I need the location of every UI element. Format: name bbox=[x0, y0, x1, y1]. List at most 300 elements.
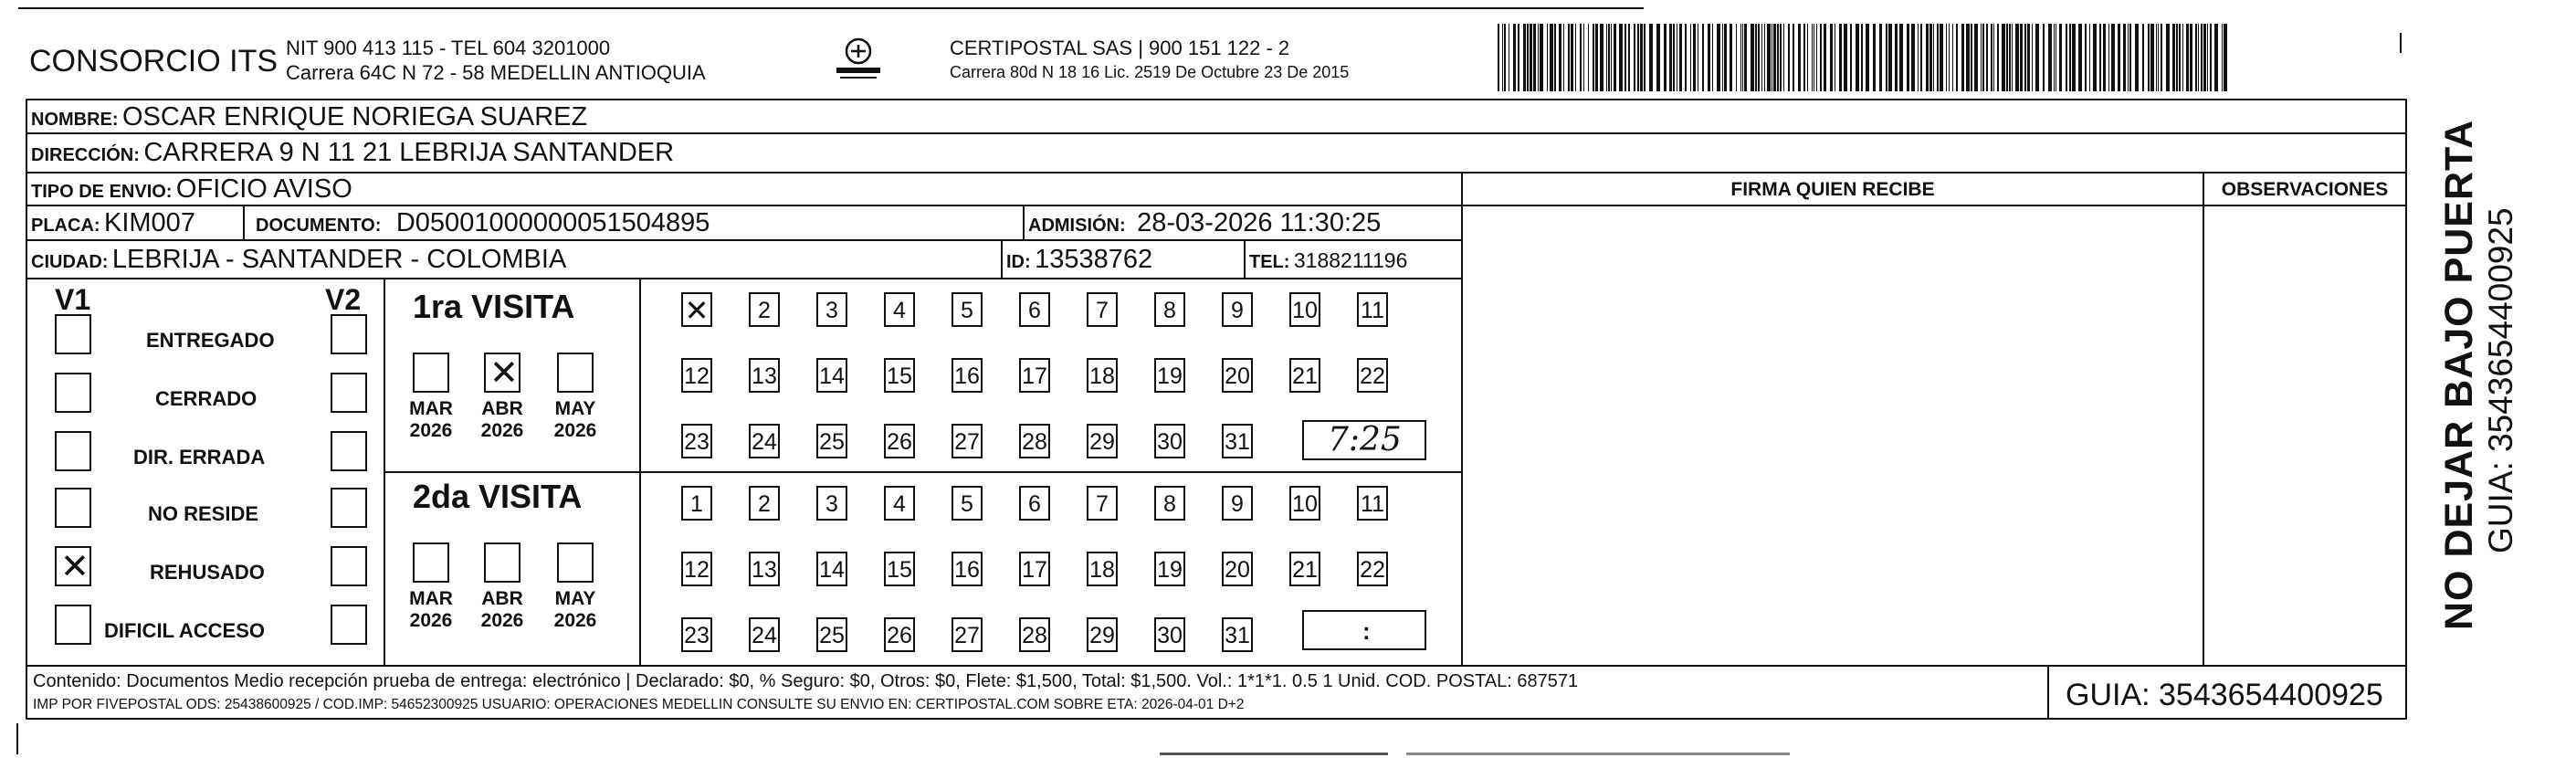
barcode-bar bbox=[1628, 24, 1630, 91]
day-box[interactable]: 12 bbox=[681, 552, 712, 586]
month-checkbox[interactable] bbox=[484, 542, 520, 583]
footer-guia: GUIA: 3543654400925 bbox=[2066, 678, 2383, 712]
ciudad-value: LEBRIJA - SANTANDER - COLOMBIA bbox=[111, 245, 567, 274]
day-box[interactable]: 29 bbox=[1087, 424, 1118, 458]
barcode-bar bbox=[2089, 24, 2090, 91]
placa-label: PLACA: bbox=[31, 216, 100, 236]
day-box[interactable]: 17 bbox=[1019, 552, 1050, 586]
barcode-bar bbox=[1571, 24, 1573, 91]
barcode-bar bbox=[1777, 24, 1779, 91]
barcode-bar bbox=[1991, 24, 1992, 91]
day-box[interactable]: 7 bbox=[1087, 292, 1118, 327]
barcode-bar bbox=[1997, 24, 1999, 91]
v1-checkbox[interactable] bbox=[55, 314, 91, 354]
placa-divider bbox=[243, 205, 245, 239]
barcode-bar bbox=[1527, 24, 1529, 91]
barcode-bar bbox=[1761, 24, 1762, 91]
status-option-label: NO RESIDE bbox=[148, 502, 259, 525]
barcode-bar bbox=[1971, 24, 1972, 91]
second-visit-time-placeholder: : bbox=[1362, 617, 1371, 645]
day-box[interactable]: 3 bbox=[816, 486, 847, 521]
day-box[interactable]: 19 bbox=[1154, 552, 1185, 586]
barcode-bar bbox=[1523, 24, 1526, 91]
day-box[interactable]: 26 bbox=[884, 424, 915, 458]
first-visit-title: 1ra VISITA bbox=[413, 288, 575, 325]
barcode-bar bbox=[2048, 24, 2052, 91]
documento-label: DOCUMENTO: bbox=[256, 216, 382, 236]
day-box[interactable]: 5 bbox=[952, 486, 983, 521]
day-box[interactable]: 2 bbox=[749, 292, 780, 327]
tick-mark bbox=[2400, 33, 2402, 53]
id-label: ID: bbox=[1006, 252, 1031, 272]
documento-value: D05001000000051504895 bbox=[395, 208, 710, 237]
barcode-bar bbox=[2224, 24, 2227, 91]
barcode-bar bbox=[2161, 24, 2162, 91]
status-option-label: DIFICIL ACCESO bbox=[104, 619, 266, 642]
day-box[interactable]: 13 bbox=[749, 358, 780, 393]
barcode-bar bbox=[1751, 24, 1754, 91]
barcode-bar bbox=[1744, 24, 1747, 91]
carrier-address: Carrera 80d N 18 16 Lic. 2519 De Octubre 23 De 2015 bbox=[950, 63, 1350, 81]
day-box[interactable]: 28 bbox=[1019, 424, 1050, 458]
v1-checkbox[interactable] bbox=[55, 373, 91, 413]
barcode-bar bbox=[1563, 24, 1564, 91]
day-box[interactable]: 13 bbox=[749, 552, 780, 586]
status-option-label: DIR. ERRADA bbox=[133, 446, 266, 468]
barcode-bar bbox=[1952, 24, 1953, 91]
barcode-bar bbox=[1974, 24, 1978, 91]
barcode-bar bbox=[1717, 24, 1720, 91]
barcode-bar bbox=[1820, 24, 1822, 91]
day-box[interactable]: 31 bbox=[1222, 424, 1253, 458]
barcode-bar bbox=[1634, 24, 1635, 91]
v1-checkbox[interactable] bbox=[55, 488, 91, 528]
barcode-bar bbox=[1937, 24, 1939, 91]
barcode-bar bbox=[2108, 24, 2109, 91]
day-box[interactable]: 11 bbox=[1357, 292, 1388, 327]
month-year: 2026 bbox=[553, 610, 597, 632]
barcode-bar bbox=[1873, 24, 1876, 91]
tipo-envio-value: OFICIO AVISO bbox=[175, 174, 352, 204]
day-box[interactable]: 27 bbox=[952, 424, 983, 458]
barcode-bar bbox=[1540, 24, 1543, 91]
day-box[interactable]: 15 bbox=[884, 358, 915, 393]
barcode-bar bbox=[1664, 24, 1667, 91]
barcode-bar bbox=[1656, 24, 1660, 91]
barcode-bar bbox=[1600, 24, 1603, 91]
barcode-bar bbox=[2032, 24, 2033, 91]
barcode-bar bbox=[1844, 24, 1847, 91]
barcode-bar bbox=[1712, 24, 1713, 91]
day-box[interactable]: 17 bbox=[1019, 358, 1050, 393]
barcode-bar bbox=[2129, 24, 2131, 91]
month-label bbox=[477, 588, 528, 632]
barcode-bar bbox=[1614, 24, 1616, 91]
month-checkbox[interactable] bbox=[484, 353, 520, 393]
barcode-bar bbox=[2111, 24, 2115, 91]
status-option-label: CERRADO bbox=[155, 387, 258, 410]
month-name: MAY bbox=[554, 588, 596, 609]
status-option-label: REHUSADO bbox=[150, 561, 265, 584]
v2-checkbox[interactable] bbox=[331, 605, 367, 645]
barcode-bar bbox=[2078, 24, 2082, 91]
day-box[interactable]: 6 bbox=[1019, 486, 1050, 521]
month-year: 2026 bbox=[480, 420, 524, 442]
day-box[interactable]: 25 bbox=[816, 617, 847, 652]
day-box[interactable]: 12 bbox=[681, 358, 712, 393]
day-box[interactable]: 19 bbox=[1154, 358, 1185, 393]
barcode-bar bbox=[1886, 24, 1887, 91]
barcode-bar bbox=[1956, 24, 1958, 91]
observaciones-left-border bbox=[2203, 172, 2204, 665]
month-name: MAR bbox=[409, 588, 453, 609]
observaciones-label: OBSERVACIONES bbox=[2221, 179, 2389, 200]
barcode-bar bbox=[1575, 24, 1576, 91]
month-checkbox[interactable] bbox=[557, 542, 594, 583]
check-mark-icon: ✕ bbox=[489, 354, 519, 393]
barcode-bar bbox=[1624, 24, 1626, 91]
barcode-bar bbox=[1504, 24, 1506, 91]
side-guia: GUIA: 3543654400925 bbox=[2482, 207, 2519, 553]
month-name: MAR bbox=[409, 398, 453, 419]
direccion-value: CARRERA 9 N 11 21 LEBRIJA SANTANDER bbox=[143, 138, 675, 167]
barcode-bar bbox=[1807, 24, 1808, 91]
month-name: ABR bbox=[481, 588, 523, 609]
month-checkbox[interactable] bbox=[413, 353, 449, 393]
first-visit-time-box[interactable] bbox=[1302, 420, 1426, 460]
day-box[interactable]: 14 bbox=[816, 358, 847, 393]
barcode-bar bbox=[2099, 24, 2101, 91]
tel-label: TEL: bbox=[1249, 252, 1290, 272]
barcode-bar bbox=[1685, 24, 1687, 91]
v1-checkbox[interactable] bbox=[55, 605, 91, 645]
barcode-bar bbox=[1895, 24, 1898, 91]
barcode-bar bbox=[2135, 24, 2139, 91]
day-box[interactable]: 28 bbox=[1019, 617, 1050, 652]
row-divider bbox=[26, 132, 2407, 134]
barcode-bar bbox=[2020, 24, 2023, 91]
barcode-bar bbox=[1547, 24, 1548, 91]
barcode-bar bbox=[2093, 24, 2097, 91]
day-box[interactable]: 5 bbox=[952, 292, 983, 327]
v2-checkbox[interactable] bbox=[331, 314, 367, 354]
barcode-bar bbox=[2118, 24, 2120, 91]
barcode-bar bbox=[1559, 24, 1561, 91]
day-box[interactable]: 25 bbox=[816, 424, 847, 458]
day-box[interactable]: 24 bbox=[749, 424, 780, 458]
day-box[interactable]: 8 bbox=[1154, 486, 1185, 521]
month-year: 2026 bbox=[409, 420, 453, 442]
day-box[interactable]: 27 bbox=[952, 617, 983, 652]
barcode-bar bbox=[2179, 24, 2181, 91]
barcode-bar bbox=[1502, 24, 1503, 91]
barcode-graphic bbox=[1498, 24, 2228, 91]
barcode-bar bbox=[1812, 24, 1813, 91]
barcode-bar bbox=[2027, 24, 2030, 91]
barcode-bar bbox=[2024, 24, 2026, 91]
barcode-bar bbox=[2148, 24, 2150, 91]
barcode-bar bbox=[2069, 24, 2071, 91]
second-visit-time-box[interactable] bbox=[1302, 610, 1426, 650]
placa-value: KIM007 bbox=[104, 208, 195, 237]
day-box[interactable]: 2 bbox=[749, 486, 780, 521]
barcode-bar bbox=[2210, 24, 2212, 91]
barcode-bar bbox=[1783, 24, 1784, 91]
barcode-bar bbox=[1764, 24, 1765, 91]
barcode-bar bbox=[2222, 24, 2223, 91]
barcode-bar bbox=[1773, 24, 1776, 91]
id-value: 13538762 bbox=[1035, 245, 1153, 274]
barcode-bar bbox=[2015, 24, 2019, 91]
barcode-bar bbox=[2002, 24, 2005, 91]
barcode-bar bbox=[1920, 24, 1922, 91]
day-box[interactable]: 24 bbox=[749, 617, 780, 652]
barcode-bar bbox=[1961, 24, 1964, 91]
tipo-envio-label: TIPO DE ENVIO: bbox=[31, 182, 173, 202]
barcode-bar bbox=[1740, 24, 1741, 91]
day-box[interactable]: 15 bbox=[884, 552, 915, 586]
day-box[interactable]: 21 bbox=[1289, 552, 1320, 586]
barcode-bar bbox=[1679, 24, 1682, 91]
day-box[interactable]: 16 bbox=[952, 358, 983, 393]
day-box[interactable]: ✕ bbox=[681, 292, 712, 327]
barcode-bar bbox=[1730, 24, 1732, 91]
barcode-bar bbox=[1669, 24, 1672, 91]
footer-content-line: Contenido: Documentos Medio recepción prueba de entrega: electrónico | Declarado: $0, % Seguro: $0, Otros: $0, Flete: $1,500, Total: $1,500. Vol.: 1*1*1. 0.5 1 Unid. COD. POSTAL: 687571 bbox=[33, 671, 1579, 691]
day-box[interactable]: 8 bbox=[1154, 292, 1185, 327]
day-box[interactable]: 9 bbox=[1222, 486, 1253, 521]
day-box[interactable]: 30 bbox=[1154, 424, 1185, 458]
v1-checkbox[interactable] bbox=[55, 431, 91, 471]
barcode-bar bbox=[2142, 24, 2144, 91]
barcode-bar bbox=[2128, 24, 2129, 91]
v2-checkbox[interactable] bbox=[331, 488, 367, 528]
month-label bbox=[405, 588, 457, 632]
barcode-bar bbox=[1856, 24, 1859, 91]
month-label bbox=[405, 398, 457, 442]
month-checkbox[interactable] bbox=[413, 542, 449, 583]
barcode-bar bbox=[1940, 24, 1943, 91]
day-box[interactable]: 10 bbox=[1289, 292, 1320, 327]
barcode-bar bbox=[1830, 24, 1833, 91]
day-box[interactable]: 23 bbox=[681, 617, 712, 652]
day-box[interactable]: 16 bbox=[952, 552, 983, 586]
barcode-bar bbox=[1702, 24, 1704, 91]
barcode-bar bbox=[2035, 24, 2039, 91]
day-box[interactable]: 29 bbox=[1087, 617, 1118, 652]
day-box[interactable]: 14 bbox=[816, 552, 847, 586]
day-box[interactable]: 6 bbox=[1019, 292, 1050, 327]
month-label bbox=[550, 398, 601, 442]
admision-label: ADMISIÓN: bbox=[1028, 216, 1126, 236]
bottom-edge-mark bbox=[16, 723, 18, 754]
barcode-bar bbox=[2009, 24, 2011, 91]
barcode-bar bbox=[1850, 24, 1852, 91]
month-checkbox[interactable] bbox=[557, 353, 594, 393]
day-box[interactable]: 18 bbox=[1087, 552, 1118, 586]
barcode-bar bbox=[2203, 24, 2206, 91]
barcode-bar bbox=[1824, 24, 1826, 91]
barcode-bar bbox=[1530, 24, 1532, 91]
admision-divider bbox=[1023, 205, 1025, 239]
footer-divider bbox=[26, 665, 2407, 667]
barcode-bar bbox=[2176, 24, 2178, 91]
barcode-bar bbox=[1608, 24, 1610, 91]
check-mark-icon: ✕ bbox=[60, 548, 89, 586]
barcode-bar bbox=[1981, 24, 1982, 91]
second-visit-title: 2da VISITA bbox=[413, 478, 583, 515]
day-box[interactable]: 22 bbox=[1357, 552, 1388, 586]
nombre-label: NOMBRE: bbox=[31, 110, 119, 130]
status-option-label: ENTREGADO bbox=[146, 329, 275, 352]
month-year: 2026 bbox=[409, 610, 453, 632]
day-box[interactable]: 9 bbox=[1222, 292, 1253, 327]
barcode-bar bbox=[1498, 24, 1499, 91]
day-box[interactable]: 23 bbox=[681, 424, 712, 458]
barcode-bar bbox=[1918, 24, 1919, 91]
day-box[interactable]: 10 bbox=[1289, 486, 1320, 521]
company-name: CONSORCIO ITS bbox=[29, 44, 279, 79]
v1-checkbox[interactable] bbox=[55, 546, 91, 586]
row-divider bbox=[26, 278, 1463, 279]
barcode-bar bbox=[1907, 24, 1909, 91]
barcode-bar bbox=[1583, 24, 1584, 91]
barcode-bar bbox=[1798, 24, 1801, 91]
top-border-line bbox=[18, 7, 1644, 9]
v2-checkbox[interactable] bbox=[331, 373, 367, 413]
day-box[interactable]: 7 bbox=[1087, 486, 1118, 521]
barcode-bar bbox=[1788, 24, 1790, 91]
barcode-bar bbox=[1758, 24, 1760, 91]
barcode-icon bbox=[1498, 24, 2228, 91]
visit-divider bbox=[384, 471, 1461, 473]
day-box[interactable]: 22 bbox=[1357, 358, 1388, 393]
barcode-bar bbox=[1611, 24, 1612, 91]
barcode-bar bbox=[1518, 24, 1519, 91]
barcode-bar bbox=[2012, 24, 2013, 91]
barcode-bar bbox=[1550, 24, 1553, 91]
barcode-bar bbox=[2103, 24, 2106, 91]
day-box[interactable]: 21 bbox=[1289, 358, 1320, 393]
barcode-bar bbox=[1966, 24, 1970, 91]
barcode-bar bbox=[1899, 24, 1903, 91]
barcode-bar bbox=[1888, 24, 1892, 91]
barcode-bar bbox=[2207, 24, 2208, 91]
tel-value: 3188211196 bbox=[1293, 248, 1408, 272]
bottom-edge-mark bbox=[1406, 753, 1790, 755]
barcode-bar bbox=[1722, 24, 1723, 91]
barcode-bar bbox=[1724, 24, 1727, 91]
company-nit: NIT 900 413 115 - TEL 604 3201000 bbox=[286, 37, 611, 59]
barcode-bar bbox=[1946, 24, 1947, 91]
row-divider bbox=[26, 172, 2407, 174]
month-name: ABR bbox=[481, 398, 523, 419]
footer-print-line: IMP POR FIVEPOSTAL ODS: 25438600925 / COD.IMP: 54652300925 USUARIO: OPERACIONES MEDELLIN CONSULTE SU ENVIO EN: CERTIPOSTAL.COM SOBRE ETA: 2026-04-01 D+2 bbox=[33, 697, 1245, 712]
day-box[interactable]: 11 bbox=[1357, 486, 1388, 521]
carrier-name: CERTIPOSTAL SAS | 900 151 122 - 2 bbox=[950, 37, 1290, 59]
barcode-bar bbox=[2072, 24, 2076, 91]
barcode-bar bbox=[1513, 24, 1516, 91]
day-box[interactable]: 30 bbox=[1154, 617, 1185, 652]
v2-label: V2 bbox=[325, 283, 362, 316]
barcode-bar bbox=[2201, 24, 2203, 91]
barcode-bar bbox=[2198, 24, 2199, 91]
v2-checkbox[interactable] bbox=[331, 546, 367, 586]
barcode-bar bbox=[1593, 24, 1594, 91]
barcode-bar bbox=[1588, 24, 1589, 91]
barcode-bar bbox=[1866, 24, 1869, 91]
day-box[interactable]: 18 bbox=[1087, 358, 1118, 393]
barcode-bar bbox=[1879, 24, 1882, 91]
side-no-dejar-bajo-puerta: NO DEJAR BAJO PUERTA bbox=[2437, 119, 2481, 630]
day-box[interactable]: 3 bbox=[816, 292, 847, 327]
day-box[interactable]: 4 bbox=[884, 292, 915, 327]
barcode-bar bbox=[1649, 24, 1653, 91]
day-box[interactable]: 4 bbox=[884, 486, 915, 521]
barcode-bar bbox=[1816, 24, 1817, 91]
barcode-bar bbox=[2150, 24, 2154, 91]
barcode-bar bbox=[1580, 24, 1582, 91]
barcode-bar bbox=[2123, 24, 2126, 91]
barcode-bar bbox=[1693, 24, 1696, 91]
barcode-bar bbox=[2054, 24, 2055, 91]
barcode-bar bbox=[1708, 24, 1710, 91]
barcode-bar bbox=[1911, 24, 1915, 91]
ciudad-label: CIUDAD: bbox=[31, 252, 109, 272]
barcode-bar bbox=[1767, 24, 1771, 91]
month-year: 2026 bbox=[553, 420, 597, 442]
barcode-bar bbox=[1637, 24, 1639, 91]
barcode-bar bbox=[1926, 24, 1929, 91]
day-box[interactable]: 31 bbox=[1222, 617, 1253, 652]
barcode-bar bbox=[1742, 24, 1743, 91]
v2-checkbox[interactable] bbox=[331, 431, 367, 471]
tel-divider bbox=[1244, 239, 1246, 278]
barcode-bar bbox=[2006, 24, 2008, 91]
barcode-bar bbox=[1640, 24, 1643, 91]
barcode-bar bbox=[1933, 24, 1934, 91]
barcode-bar bbox=[1993, 24, 1994, 91]
barcode-bar bbox=[2085, 24, 2087, 91]
barcode-bar bbox=[2166, 24, 2170, 91]
month-label bbox=[477, 398, 528, 442]
guia-box-divider bbox=[2047, 665, 2049, 720]
barcode-bar bbox=[1803, 24, 1805, 91]
barcode-bar bbox=[1780, 24, 1782, 91]
admision-value: 28-03-2026 11:30:25 bbox=[1137, 208, 1382, 237]
direccion-label: DIRECCIÓN: bbox=[31, 145, 140, 165]
barcode-bar bbox=[1568, 24, 1570, 91]
barcode-bar bbox=[1793, 24, 1794, 91]
barcode-bar bbox=[1644, 24, 1645, 91]
firma-label: FIRMA QUIEN RECIBE bbox=[1730, 179, 1935, 200]
day-box[interactable]: 20 bbox=[1222, 552, 1253, 586]
bottom-edge-mark bbox=[1160, 753, 1388, 755]
barcode-bar bbox=[1690, 24, 1691, 91]
day-box[interactable]: 1 bbox=[681, 486, 712, 521]
day-box[interactable]: 26 bbox=[884, 617, 915, 652]
barcode-bar bbox=[1736, 24, 1737, 91]
barcode-bar bbox=[2195, 24, 2197, 91]
barcode-bar bbox=[1982, 24, 1984, 91]
day-box[interactable]: 20 bbox=[1222, 358, 1253, 393]
id-divider bbox=[1001, 239, 1003, 278]
month-label bbox=[550, 588, 601, 632]
firma-left-border bbox=[1461, 172, 1463, 665]
certipostal-logo bbox=[831, 35, 886, 86]
barcode-bar bbox=[1595, 24, 1598, 91]
row-divider bbox=[26, 239, 1463, 241]
